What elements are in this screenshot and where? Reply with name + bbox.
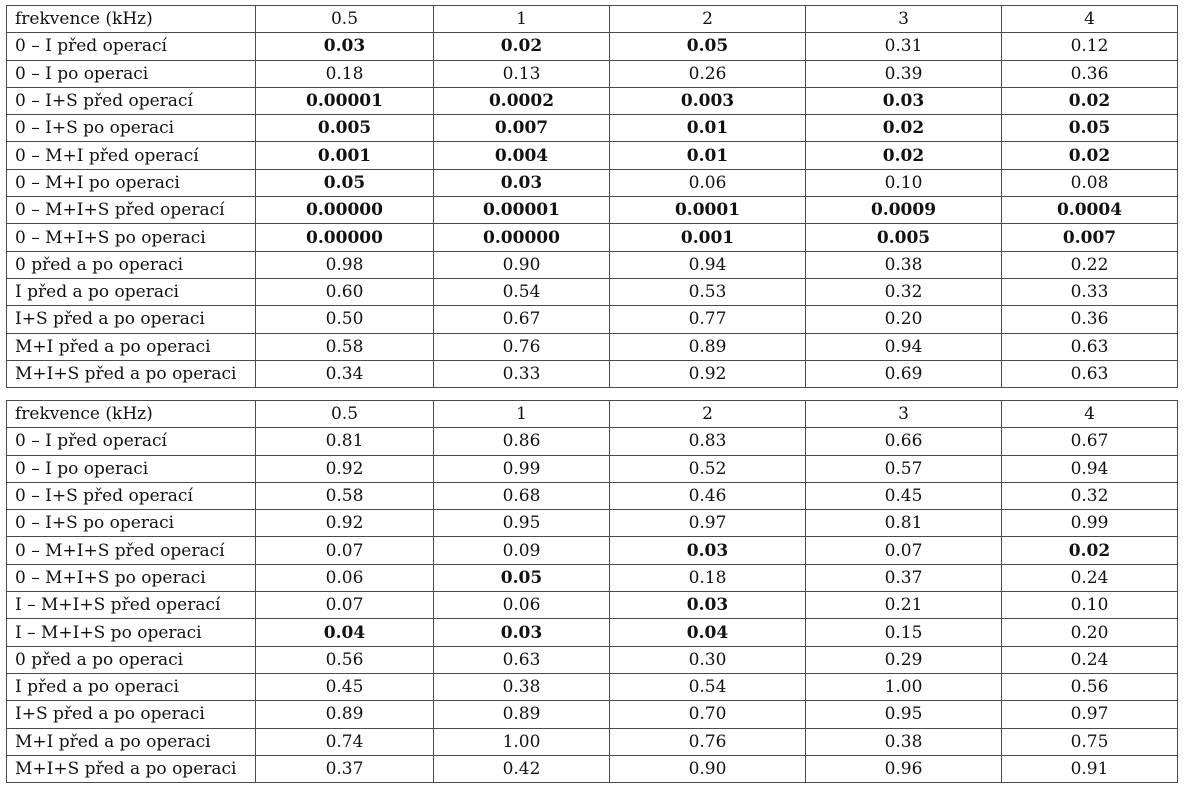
value-cell: 0.03 (610, 537, 806, 564)
value-cell: 1.00 (806, 673, 1002, 700)
value-cell: 0.95 (806, 701, 1002, 728)
value-cell: 0.89 (256, 701, 434, 728)
row-label: I před a po operaci (7, 278, 256, 305)
value-cell: 0.01 (610, 142, 806, 169)
value-cell: 0.81 (806, 510, 1002, 537)
value-cell: 0.02 (1002, 87, 1178, 114)
value-cell: 0.05 (434, 564, 610, 591)
value-cell: 0.46 (610, 482, 806, 509)
value-cell: 0.54 (610, 673, 806, 700)
value-cell: 0.77 (610, 306, 806, 333)
value-cell: 0.03 (256, 33, 434, 60)
row-label: 0 – I+S po operaci (7, 510, 256, 537)
table-row (7, 142, 1178, 169)
value-cell: 0.003 (610, 87, 806, 114)
value-cell: 0.75 (1002, 728, 1178, 755)
value-cell: 0.004 (434, 142, 610, 169)
value-cell: 0.20 (806, 306, 1002, 333)
value-cell: 0.74 (256, 728, 434, 755)
value-cell: 0.29 (806, 646, 1002, 673)
value-cell: 0.24 (1002, 564, 1178, 591)
value-cell: 0.06 (434, 592, 610, 619)
value-cell: 0.45 (256, 673, 434, 700)
value-cell: 0.38 (434, 673, 610, 700)
value-cell: 0.66 (806, 428, 1002, 455)
value-cell: 0.24 (1002, 646, 1178, 673)
value-cell: 0.57 (806, 455, 1002, 482)
value-cell: 0.36 (1002, 306, 1178, 333)
column-header-frequency: 2 (610, 401, 806, 428)
row-label: 0 – I+S po operaci (7, 115, 256, 142)
value-cell: 0.53 (610, 278, 806, 305)
row-label: 0 – I+S před operací (7, 482, 256, 509)
value-cell: 0.89 (434, 701, 610, 728)
column-header-frequency: 2 (610, 6, 806, 33)
value-cell: 0.07 (256, 592, 434, 619)
value-cell: 0.04 (610, 619, 806, 646)
value-cell: 0.99 (1002, 510, 1178, 537)
value-cell: 0.70 (610, 701, 806, 728)
value-cell: 0.99 (434, 455, 610, 482)
value-cell: 0.91 (1002, 755, 1178, 782)
table-row (7, 197, 1178, 224)
row-label: 0 – M+I+S před operací (7, 197, 256, 224)
value-cell: 0.12 (1002, 33, 1178, 60)
value-cell: 0.00000 (256, 224, 434, 251)
table-row (7, 728, 1178, 755)
table-row (7, 564, 1178, 591)
value-cell: 0.33 (1002, 278, 1178, 305)
value-cell: 0.39 (806, 60, 1002, 87)
value-cell: 0.83 (610, 428, 806, 455)
value-cell: 0.05 (256, 169, 434, 196)
table-row (7, 482, 1178, 509)
value-cell: 0.21 (806, 592, 1002, 619)
value-cell: 0.97 (1002, 701, 1178, 728)
table-row (7, 455, 1178, 482)
value-cell: 0.56 (1002, 673, 1178, 700)
value-cell: 0.81 (256, 428, 434, 455)
value-cell: 0.18 (610, 564, 806, 591)
value-cell: 0.56 (256, 646, 434, 673)
value-cell: 0.00000 (434, 224, 610, 251)
value-cell: 0.06 (256, 564, 434, 591)
row-label: I+S před a po operaci (7, 701, 256, 728)
value-cell: 0.58 (256, 482, 434, 509)
value-cell: 0.10 (1002, 592, 1178, 619)
value-cell: 0.07 (256, 537, 434, 564)
value-cell: 0.50 (256, 306, 434, 333)
row-label: 0 – M+I+S po operaci (7, 224, 256, 251)
row-label: M+I před a po operaci (7, 333, 256, 360)
value-cell: 0.10 (806, 169, 1002, 196)
table-row (7, 537, 1178, 564)
value-cell: 0.92 (610, 360, 806, 387)
value-cell: 0.30 (610, 646, 806, 673)
value-cell: 0.92 (256, 510, 434, 537)
column-header-frequency: 0.5 (256, 401, 434, 428)
table-row (7, 673, 1178, 700)
value-cell: 0.00000 (256, 197, 434, 224)
table-row (7, 87, 1178, 114)
value-cell: 0.67 (1002, 428, 1178, 455)
value-cell: 0.01 (610, 115, 806, 142)
value-cell: 0.89 (610, 333, 806, 360)
column-header-label: frekvence (kHz) (7, 6, 256, 33)
value-cell: 0.02 (806, 115, 1002, 142)
value-cell: 0.20 (1002, 619, 1178, 646)
value-cell: 0.0001 (610, 197, 806, 224)
value-cell: 0.52 (610, 455, 806, 482)
column-header-label: frekvence (kHz) (7, 401, 256, 428)
value-cell: 0.45 (806, 482, 1002, 509)
table-row (7, 33, 1178, 60)
value-cell: 1.00 (434, 728, 610, 755)
value-cell: 0.03 (434, 619, 610, 646)
value-cell: 0.00001 (256, 87, 434, 114)
header-row (7, 6, 1178, 33)
row-label: 0 – I před operací (7, 428, 256, 455)
value-cell: 0.97 (610, 510, 806, 537)
value-cell: 0.005 (256, 115, 434, 142)
value-cell: 0.0009 (806, 197, 1002, 224)
table-row (7, 619, 1178, 646)
value-cell: 0.63 (434, 646, 610, 673)
column-header-frequency: 1 (434, 401, 610, 428)
table-row (7, 278, 1178, 305)
value-cell: 0.68 (434, 482, 610, 509)
value-cell: 0.02 (806, 142, 1002, 169)
value-cell: 0.005 (806, 224, 1002, 251)
table-row (7, 428, 1178, 455)
value-cell: 0.05 (610, 33, 806, 60)
p-value-table-1 (6, 5, 1178, 388)
value-cell: 0.02 (434, 33, 610, 60)
value-cell: 0.04 (256, 619, 434, 646)
table-row (7, 333, 1178, 360)
value-cell: 0.94 (1002, 455, 1178, 482)
value-cell: 0.00001 (434, 197, 610, 224)
value-cell: 0.07 (806, 537, 1002, 564)
table-row (7, 592, 1178, 619)
value-cell: 0.22 (1002, 251, 1178, 278)
column-header-frequency: 4 (1002, 6, 1178, 33)
row-label: 0 před a po operaci (7, 646, 256, 673)
table-row (7, 701, 1178, 728)
value-cell: 0.09 (434, 537, 610, 564)
row-label: 0 před a po operaci (7, 251, 256, 278)
value-cell: 0.90 (610, 755, 806, 782)
value-cell: 0.03 (434, 169, 610, 196)
value-cell: 0.13 (434, 60, 610, 87)
value-cell: 0.03 (610, 592, 806, 619)
row-label: I – M+I+S před operací (7, 592, 256, 619)
row-label: 0 – M+I+S před operací (7, 537, 256, 564)
value-cell: 0.98 (256, 251, 434, 278)
p-value-table-2 (6, 400, 1178, 783)
table-row (7, 306, 1178, 333)
row-label: 0 – I před operací (7, 33, 256, 60)
value-cell: 0.60 (256, 278, 434, 305)
value-cell: 0.0004 (1002, 197, 1178, 224)
value-cell: 0.92 (256, 455, 434, 482)
column-header-frequency: 3 (806, 401, 1002, 428)
value-cell: 0.54 (434, 278, 610, 305)
value-cell: 0.94 (610, 251, 806, 278)
table-row (7, 755, 1178, 782)
value-cell: 0.95 (434, 510, 610, 537)
table-row (7, 115, 1178, 142)
row-label: 0 – M+I po operaci (7, 169, 256, 196)
table-body (7, 401, 1178, 783)
value-cell: 0.36 (1002, 60, 1178, 87)
value-cell: 0.06 (610, 169, 806, 196)
row-label: 0 – M+I+S po operaci (7, 564, 256, 591)
column-header-frequency: 1 (434, 6, 610, 33)
value-cell: 0.32 (806, 278, 1002, 305)
value-cell: 0.76 (610, 728, 806, 755)
value-cell: 0.76 (434, 333, 610, 360)
table-row (7, 251, 1178, 278)
value-cell: 0.90 (434, 251, 610, 278)
value-cell: 0.38 (806, 251, 1002, 278)
value-cell: 0.02 (1002, 537, 1178, 564)
column-header-frequency: 4 (1002, 401, 1178, 428)
value-cell: 0.94 (806, 333, 1002, 360)
row-label: 0 – I po operaci (7, 455, 256, 482)
value-cell: 0.42 (434, 755, 610, 782)
value-cell: 0.67 (434, 306, 610, 333)
value-cell: 0.05 (1002, 115, 1178, 142)
table-row (7, 646, 1178, 673)
row-label: I před a po operaci (7, 673, 256, 700)
column-header-frequency: 0.5 (256, 6, 434, 33)
row-label: 0 – M+I před operací (7, 142, 256, 169)
value-cell: 0.0002 (434, 87, 610, 114)
value-cell: 0.001 (610, 224, 806, 251)
row-label: 0 – I+S před operací (7, 87, 256, 114)
value-cell: 0.34 (256, 360, 434, 387)
row-label: I+S před a po operaci (7, 306, 256, 333)
value-cell: 0.08 (1002, 169, 1178, 196)
value-cell: 0.33 (434, 360, 610, 387)
value-cell: 0.32 (1002, 482, 1178, 509)
value-cell: 0.63 (1002, 333, 1178, 360)
value-cell: 0.31 (806, 33, 1002, 60)
value-cell: 0.86 (434, 428, 610, 455)
value-cell: 0.03 (806, 87, 1002, 114)
header-row (7, 401, 1178, 428)
value-cell: 0.007 (434, 115, 610, 142)
value-cell: 0.63 (1002, 360, 1178, 387)
row-label: M+I+S před a po operaci (7, 755, 256, 782)
table-body (7, 6, 1178, 388)
table-row (7, 169, 1178, 196)
value-cell: 0.001 (256, 142, 434, 169)
row-label: I – M+I+S po operaci (7, 619, 256, 646)
value-cell: 0.007 (1002, 224, 1178, 251)
value-cell: 0.37 (806, 564, 1002, 591)
table-row (7, 510, 1178, 537)
value-cell: 0.37 (256, 755, 434, 782)
row-label: M+I+S před a po operaci (7, 360, 256, 387)
row-label: 0 – I po operaci (7, 60, 256, 87)
value-cell: 0.38 (806, 728, 1002, 755)
value-cell: 0.18 (256, 60, 434, 87)
value-cell: 0.26 (610, 60, 806, 87)
value-cell: 0.69 (806, 360, 1002, 387)
row-label: M+I před a po operaci (7, 728, 256, 755)
value-cell: 0.96 (806, 755, 1002, 782)
table-row (7, 360, 1178, 387)
value-cell: 0.15 (806, 619, 1002, 646)
value-cell: 0.02 (1002, 142, 1178, 169)
table-row (7, 224, 1178, 251)
table-row (7, 60, 1178, 87)
column-header-frequency: 3 (806, 6, 1002, 33)
value-cell: 0.58 (256, 333, 434, 360)
